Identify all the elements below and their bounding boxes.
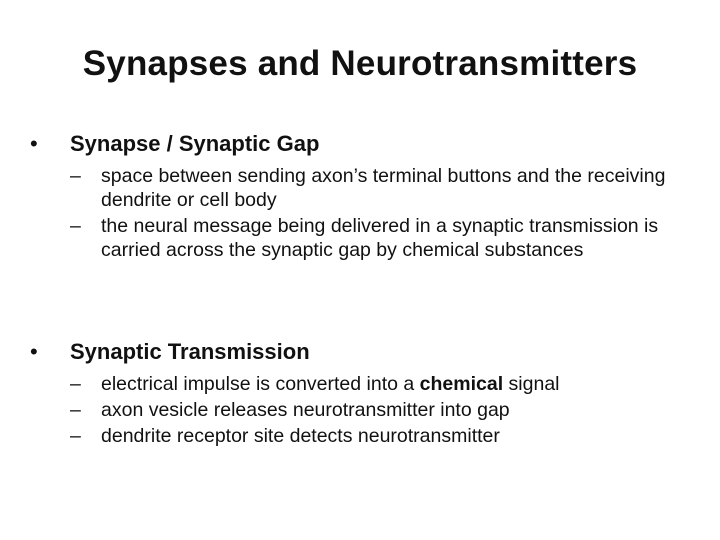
bullet-heading-text: Synaptic Transmission [70,339,310,364]
dash-icon: – [70,373,81,395]
bullet-transmission [30,336,680,450]
sub-point-text-before: electrical impulse is converted into a [101,373,420,395]
dash-icon: – [70,425,81,447]
slide-title: Synapses and Neurotransmitters [82,44,638,83]
sub-point-text: the neural message being delivered in a synaptic transmission is carried across the synaptic gap by chemical substances [101,215,659,261]
sub-point-text-after: signal [503,373,560,395]
dash-icon: – [70,399,81,421]
sub-point-text: axon vesicle releases neurotransmitter into gap [101,399,510,421]
dash-icon: – [70,215,81,237]
bullet-heading [30,336,680,368]
dash-icon: – [70,165,81,187]
sub-list [30,372,680,448]
bullet-dot-icon: • [30,131,38,156]
sub-list [30,164,680,262]
sub-point [30,398,680,422]
bullet-synapse [30,128,680,264]
sub-point [30,164,680,212]
bullet-dot-icon: • [30,339,38,364]
sub-point-text: space between sending axon’s terminal buttons and the receiving dendrite or cell body [101,165,666,211]
sub-point [30,372,680,396]
sub-point [30,214,680,262]
bullet-heading-text: Synapse / Synaptic Gap [70,131,320,156]
sub-point-text: dendrite receptor site detects neurotransmitter [101,425,500,447]
sub-point [30,424,680,448]
sub-point-emphasis: chemical [419,373,504,395]
bullet-heading [30,128,680,160]
